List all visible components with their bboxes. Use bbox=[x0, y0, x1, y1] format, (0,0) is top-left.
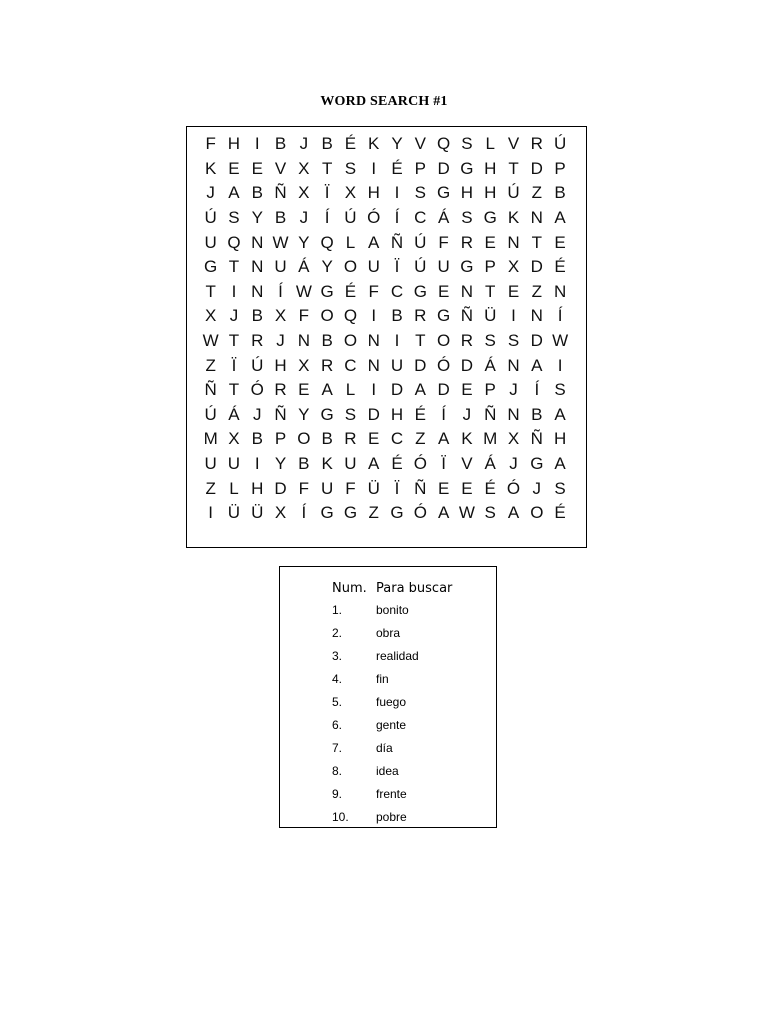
grid-cell: X bbox=[298, 158, 310, 178]
grid-cell: R bbox=[251, 331, 264, 351]
grid-cell: Á bbox=[228, 404, 240, 424]
grid-cell: H bbox=[227, 134, 241, 154]
list-item-number: 4. bbox=[332, 672, 343, 686]
grid-cell: T bbox=[228, 380, 240, 400]
grid-cell: C bbox=[390, 429, 404, 449]
grid-cell: E bbox=[437, 281, 450, 301]
grid-cell: B bbox=[274, 134, 287, 154]
grid-cell: E bbox=[461, 380, 473, 400]
grid-cell: X bbox=[507, 257, 520, 277]
grid-cell: H bbox=[484, 158, 497, 178]
grid-cell: D bbox=[437, 158, 450, 178]
grid-cell: F bbox=[298, 306, 310, 326]
list-item-word: bonito bbox=[376, 603, 409, 617]
grid-cell: Z bbox=[205, 355, 216, 375]
grid-cell: G bbox=[460, 158, 474, 178]
grid-cell: U bbox=[204, 232, 217, 252]
grid-cell: Ï bbox=[231, 355, 237, 375]
grid-cell: A bbox=[368, 232, 380, 252]
grid-cell: X bbox=[344, 183, 357, 203]
grid-cell: U bbox=[390, 355, 404, 375]
grid-cell: É bbox=[414, 404, 426, 424]
grid-cell: Z bbox=[531, 281, 542, 301]
grid-cell: Y bbox=[298, 404, 310, 424]
grid-cell: P bbox=[484, 380, 496, 400]
grid-cell: Ú bbox=[344, 208, 357, 228]
grid-cell: Q bbox=[343, 306, 358, 326]
list-item-word: pobre bbox=[376, 810, 407, 824]
grid-cell: Ú bbox=[414, 257, 427, 277]
grid-cell: Á bbox=[484, 454, 496, 474]
grid-cell: I bbox=[371, 306, 377, 326]
page-title: WORD SEARCH #1 bbox=[320, 94, 448, 109]
grid-cell: S bbox=[414, 183, 426, 203]
grid-cell: Á bbox=[484, 355, 496, 375]
grid-cell: D bbox=[390, 380, 404, 400]
grid-cell: U bbox=[367, 257, 380, 277]
grid-cell: É bbox=[344, 134, 357, 154]
grid-cell: N bbox=[251, 257, 264, 277]
grid-cell: T bbox=[531, 232, 542, 252]
grid-cell: Y bbox=[251, 208, 263, 228]
grid-cell: S bbox=[344, 158, 357, 178]
grid-cell: H bbox=[367, 183, 380, 203]
grid-cell: R bbox=[460, 331, 474, 351]
grid-cell: S bbox=[228, 208, 240, 228]
grid-cell: E bbox=[251, 158, 263, 178]
grid-cell: A bbox=[228, 183, 240, 203]
grid-cell: S bbox=[484, 331, 496, 351]
grid-cell: M bbox=[483, 429, 498, 449]
grid-cell: Q bbox=[227, 232, 241, 252]
grid-cell: A bbox=[554, 208, 566, 228]
grid-cell: Ï bbox=[324, 183, 330, 203]
list-item-number: 7. bbox=[332, 741, 343, 755]
grid-cell: K bbox=[461, 429, 473, 449]
grid-cell: U bbox=[344, 454, 357, 474]
grid-cell: N bbox=[367, 355, 380, 375]
grid-cell: Y bbox=[298, 232, 310, 252]
grid-cell: E bbox=[507, 281, 520, 301]
list-item-number: 9. bbox=[332, 787, 343, 801]
list-item-word: fuego bbox=[376, 695, 407, 709]
grid-cell: D bbox=[460, 355, 474, 375]
grid-cell: Í bbox=[394, 208, 400, 228]
grid-cell: D bbox=[530, 257, 543, 277]
grid-cell: Á bbox=[298, 257, 310, 277]
grid-cell: F bbox=[298, 478, 310, 498]
grid-cell: Z bbox=[205, 478, 216, 498]
grid-cell: B bbox=[298, 454, 310, 474]
grid-cell: Ñ bbox=[530, 429, 543, 449]
grid-cell: Ü bbox=[484, 306, 497, 326]
grid-cell: P bbox=[484, 257, 496, 277]
grid-cell: B bbox=[251, 183, 263, 203]
grid-cell: P bbox=[414, 158, 426, 178]
grid-cell: A bbox=[507, 503, 520, 523]
grid-cell: Í bbox=[441, 404, 446, 424]
grid-cell: X bbox=[274, 503, 287, 523]
grid-cell: Ó bbox=[367, 208, 381, 228]
grid-cell: U bbox=[227, 454, 241, 474]
grid-cell: X bbox=[298, 355, 310, 375]
grid-cell: Ú bbox=[414, 232, 427, 252]
grid-cell: C bbox=[414, 208, 427, 228]
grid-cell: S bbox=[554, 478, 566, 498]
grid-cell: V bbox=[507, 134, 520, 154]
grid-cell: R bbox=[320, 355, 334, 375]
grid-cell: T bbox=[321, 158, 333, 178]
grid-cell: F bbox=[368, 281, 379, 301]
grid-cell: K bbox=[204, 158, 217, 178]
grid-cell: Á bbox=[437, 208, 450, 228]
grid-cell: R bbox=[414, 306, 427, 326]
grid-cell: G bbox=[390, 503, 404, 523]
grid-cell: X bbox=[204, 306, 217, 326]
grid-cell: E bbox=[368, 429, 380, 449]
grid-cell: I bbox=[254, 134, 260, 154]
grid-cell: Í bbox=[324, 208, 330, 228]
grid-cell: J bbox=[532, 478, 542, 498]
grid-cell: A bbox=[554, 404, 566, 424]
grid-cell: I bbox=[371, 380, 377, 400]
grid-cell: I bbox=[557, 355, 563, 375]
grid-cell: J bbox=[206, 183, 215, 203]
grid-cell: M bbox=[203, 429, 218, 449]
grid-cell: C bbox=[344, 355, 357, 375]
grid-cell: Í bbox=[301, 503, 307, 523]
grid-cell: O bbox=[343, 257, 358, 277]
grid-cell: H bbox=[251, 478, 264, 498]
grid-cell: N bbox=[530, 306, 543, 326]
grid-cell: N bbox=[460, 281, 474, 301]
grid-cell: Ñ bbox=[460, 306, 474, 326]
grid-cell: D bbox=[530, 331, 543, 351]
grid-cell: A bbox=[368, 454, 380, 474]
grid-cell: Ü bbox=[251, 503, 264, 523]
grid-cell: A bbox=[437, 429, 450, 449]
grid-cell: H bbox=[274, 355, 287, 375]
grid-cell: K bbox=[507, 208, 520, 228]
grid-cell: G bbox=[437, 183, 451, 203]
grid-cell: I bbox=[371, 158, 377, 178]
grid-cell: Ó bbox=[437, 355, 451, 375]
grid-cell: V bbox=[461, 454, 473, 474]
grid-cell: Y bbox=[391, 134, 403, 154]
list-item-number: 8. bbox=[332, 764, 343, 778]
grid-cell: V bbox=[414, 134, 426, 154]
grid-cell: Y bbox=[321, 257, 333, 277]
grid-cell: Ñ bbox=[274, 404, 287, 424]
grid-cell: Q bbox=[320, 232, 334, 252]
grid-cell: W bbox=[295, 281, 312, 301]
list-item-number: 6. bbox=[332, 718, 343, 732]
grid-cell: B bbox=[391, 306, 403, 326]
grid-cell: Ï bbox=[394, 478, 400, 498]
grid-cell: Ó bbox=[506, 478, 521, 498]
grid-cell: G bbox=[413, 281, 427, 301]
grid-cell: E bbox=[437, 478, 450, 498]
grid-cell: N bbox=[530, 208, 543, 228]
grid-cell: B bbox=[531, 404, 543, 424]
grid-cell: I bbox=[394, 331, 400, 351]
grid-cell: Ú bbox=[251, 355, 264, 375]
grid-cell: B bbox=[251, 429, 263, 449]
grid-cell: X bbox=[507, 429, 520, 449]
grid-cell: R bbox=[344, 429, 357, 449]
grid-cell: E bbox=[554, 232, 566, 252]
grid-cell: J bbox=[509, 454, 518, 474]
grid-cell: T bbox=[205, 281, 216, 301]
grid-cell: É bbox=[344, 281, 357, 301]
grid-cell: G bbox=[483, 208, 497, 228]
grid-cell: O bbox=[343, 331, 358, 351]
grid-cell: B bbox=[554, 183, 566, 203]
grid-cell: Ñ bbox=[204, 380, 217, 400]
grid-cell: É bbox=[391, 454, 403, 474]
grid-cell: E bbox=[228, 158, 240, 178]
grid-cell: S bbox=[507, 331, 520, 351]
grid-cell: B bbox=[274, 208, 287, 228]
grid-cell: S bbox=[461, 134, 473, 154]
grid-cell: A bbox=[437, 503, 450, 523]
grid-cell: É bbox=[484, 478, 496, 498]
list-item-word: idea bbox=[376, 764, 399, 778]
grid-cell: F bbox=[438, 232, 449, 252]
grid-cell: Q bbox=[437, 134, 451, 154]
grid-cell: É bbox=[554, 257, 566, 277]
grid-cell: Ï bbox=[394, 257, 400, 277]
grid-cell: F bbox=[205, 134, 216, 154]
grid-cell: U bbox=[204, 454, 217, 474]
grid-cell: Ó bbox=[413, 454, 427, 474]
grid-cell: Ú bbox=[507, 183, 520, 203]
grid-cell: O bbox=[437, 331, 451, 351]
grid-cell: C bbox=[390, 281, 404, 301]
grid-cell: G bbox=[343, 503, 358, 523]
list-item-word: realidad bbox=[376, 649, 419, 663]
grid-cell: Ñ bbox=[484, 404, 497, 424]
grid-cell: R bbox=[460, 232, 474, 252]
list-item-number: 1. bbox=[332, 603, 343, 617]
grid-cell: J bbox=[276, 331, 285, 351]
grid-cell: T bbox=[508, 158, 519, 178]
grid-cell: Y bbox=[274, 454, 287, 474]
grid-cell: E bbox=[484, 232, 496, 252]
grid-cell: I bbox=[254, 454, 260, 474]
grid-cell: N bbox=[367, 331, 380, 351]
grid-cell: B bbox=[321, 134, 333, 154]
grid-cell: U bbox=[274, 257, 287, 277]
word-search-grid bbox=[199, 132, 571, 526]
grid-cell: L bbox=[345, 232, 356, 252]
grid-cell: D bbox=[414, 355, 427, 375]
grid-cell: S bbox=[461, 208, 473, 228]
grid-cell: W bbox=[552, 331, 569, 351]
grid-cell: Ñ bbox=[414, 478, 427, 498]
list-item-word: fin bbox=[376, 672, 389, 686]
grid-cell: N bbox=[507, 232, 520, 252]
list-item-word: frente bbox=[376, 787, 407, 801]
grid-cell: É bbox=[554, 503, 566, 523]
grid-cell: F bbox=[345, 478, 356, 498]
grid-cell: B bbox=[321, 331, 333, 351]
grid-cell: W bbox=[272, 232, 289, 252]
grid-cell: O bbox=[320, 306, 334, 326]
header-num: Num. bbox=[332, 581, 367, 596]
grid-cell: L bbox=[345, 380, 356, 400]
grid-cell: Ó bbox=[413, 503, 427, 523]
grid-cell: L bbox=[229, 478, 239, 498]
grid-cell: N bbox=[251, 281, 264, 301]
grid-cell: Ó bbox=[250, 380, 264, 400]
grid-cell: J bbox=[509, 380, 518, 400]
grid-cell: U bbox=[437, 257, 450, 277]
grid-cell: G bbox=[320, 503, 334, 523]
grid-cell: T bbox=[228, 331, 240, 351]
list-item-word: gente bbox=[376, 718, 407, 732]
grid-cell: G bbox=[460, 257, 474, 277]
grid-cell: X bbox=[298, 183, 310, 203]
grid-cell: E bbox=[461, 478, 473, 498]
grid-cell: Ú bbox=[204, 404, 217, 424]
grid-cell: R bbox=[530, 134, 543, 154]
list-item-number: 10. bbox=[332, 810, 349, 824]
list-item-word: día bbox=[376, 741, 393, 755]
grid-cell: O bbox=[297, 429, 311, 449]
grid-cell: V bbox=[274, 158, 287, 178]
grid-cell: J bbox=[252, 404, 262, 424]
header-para-buscar: Para buscar bbox=[376, 581, 453, 596]
grid-cell: N bbox=[507, 355, 520, 375]
grid-cell: Í bbox=[534, 380, 540, 400]
grid-cell: B bbox=[321, 429, 333, 449]
grid-cell: Ü bbox=[367, 478, 380, 498]
grid-cell: G bbox=[320, 404, 334, 424]
grid-cell: H bbox=[390, 404, 404, 424]
grid-cell: S bbox=[484, 503, 496, 523]
grid-cell: Ú bbox=[204, 208, 217, 228]
grid-cell: I bbox=[511, 306, 516, 326]
grid-cell: J bbox=[229, 306, 239, 326]
grid-cell: N bbox=[251, 232, 264, 252]
grid-cell: Í bbox=[557, 306, 563, 326]
grid-cell: I bbox=[231, 281, 237, 301]
grid-cell: H bbox=[553, 429, 567, 449]
grid-cell: A bbox=[554, 454, 566, 474]
grid-cell: H bbox=[460, 183, 474, 203]
grid-cell: I bbox=[394, 183, 400, 203]
grid-cell: Ú bbox=[553, 134, 567, 154]
grid-cell: Z bbox=[531, 183, 542, 203]
list-item-word: obra bbox=[376, 626, 401, 640]
grid-cell: Z bbox=[415, 429, 426, 449]
grid-cell: J bbox=[299, 208, 309, 228]
grid-cell: A bbox=[531, 355, 543, 375]
grid-cell: N bbox=[507, 404, 520, 424]
grid-cell: G bbox=[437, 306, 451, 326]
grid-cell: J bbox=[299, 134, 309, 154]
grid-cell: Z bbox=[368, 503, 379, 523]
grid-cell: B bbox=[251, 306, 263, 326]
grid-cell: G bbox=[204, 257, 218, 277]
grid-cell: G bbox=[530, 454, 544, 474]
grid-cell: Ü bbox=[227, 503, 241, 523]
list-item-number: 5. bbox=[332, 695, 343, 709]
grid-cell: R bbox=[274, 380, 287, 400]
grid-cell: Í bbox=[278, 281, 283, 301]
grid-cell: Ñ bbox=[390, 232, 404, 252]
list-item-number: 3. bbox=[332, 649, 343, 663]
grid-cell: A bbox=[414, 380, 426, 400]
grid-cell: X bbox=[228, 429, 240, 449]
list-item-number: 2. bbox=[332, 626, 343, 640]
grid-cell: N bbox=[297, 331, 310, 351]
grid-cell: É bbox=[391, 158, 403, 178]
grid-cell: P bbox=[554, 158, 566, 178]
grid-cell: Ñ bbox=[274, 183, 287, 203]
grid-cell: T bbox=[415, 331, 426, 351]
grid-cell: D bbox=[367, 404, 380, 424]
grid-cell: D bbox=[274, 478, 287, 498]
grid-cell: I bbox=[208, 503, 214, 523]
grid-cell: D bbox=[437, 380, 450, 400]
grid-cell: X bbox=[274, 306, 287, 326]
grid-cell: D bbox=[530, 158, 543, 178]
grid-cell: T bbox=[485, 281, 496, 301]
grid-cell: S bbox=[554, 380, 566, 400]
grid-cell: L bbox=[485, 134, 495, 154]
grid-cell: T bbox=[228, 257, 240, 277]
grid-cell: S bbox=[344, 404, 357, 424]
grid-cell: A bbox=[321, 380, 333, 400]
grid-cell: H bbox=[484, 183, 497, 203]
grid-cell: U bbox=[320, 478, 334, 498]
grid-cell: G bbox=[320, 281, 334, 301]
grid-cell: W bbox=[458, 503, 475, 523]
grid-cell: J bbox=[462, 404, 472, 424]
grid-cell: W bbox=[202, 331, 219, 351]
grid-cell: O bbox=[530, 503, 544, 523]
grid-cell: E bbox=[298, 380, 310, 400]
grid-cell: K bbox=[368, 134, 380, 154]
grid-cell: N bbox=[553, 281, 567, 301]
grid-cell: K bbox=[321, 454, 333, 474]
grid-cell: Ï bbox=[441, 454, 446, 474]
grid-cell: P bbox=[274, 429, 287, 449]
